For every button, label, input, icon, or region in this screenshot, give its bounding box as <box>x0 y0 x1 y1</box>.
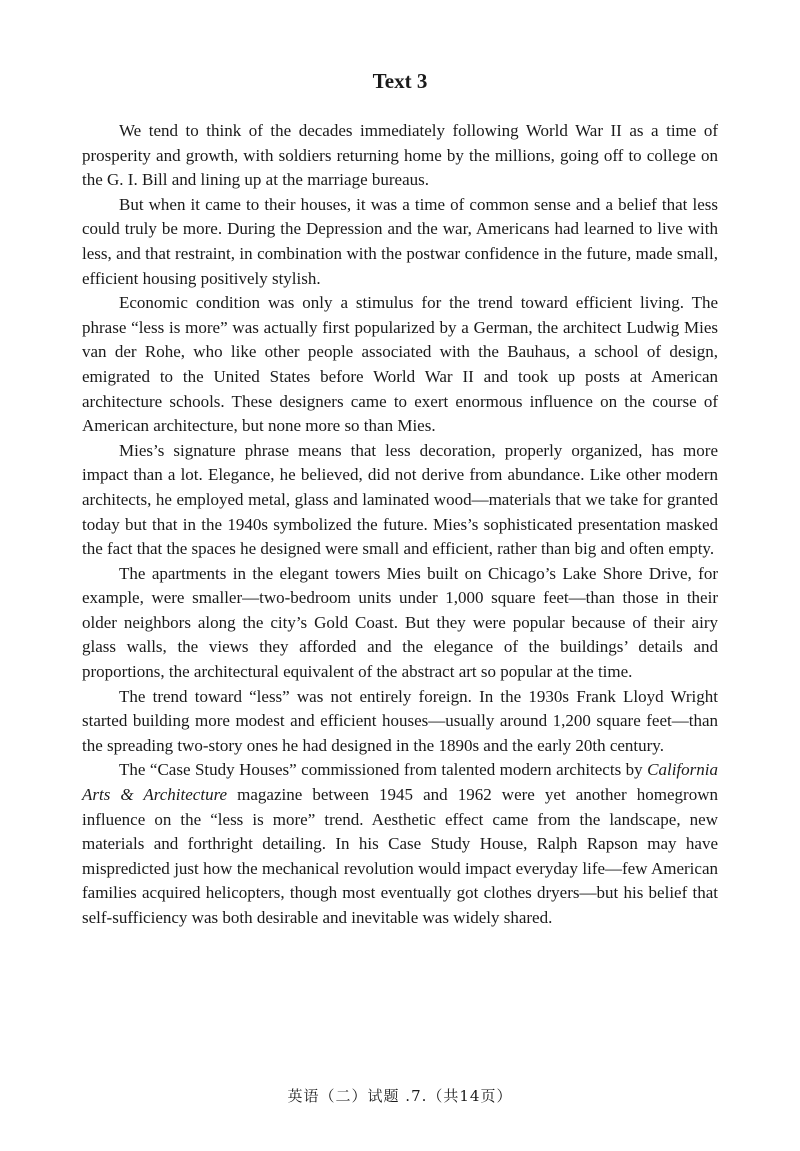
paragraph-5: The apartments in the elegant towers Mies built on Chicago’s Lake Shore Drive, for example, were smaller—two-bedroom units under 1,000 square feet—than those in their older neighbors along the city’s Gold Coast. But they were popular because of their airy glass walls, the views they afforded and the elegance of the buildings’ details and proportions, the architectural equivalent of the abstract art so popular at the time. <box>82 563 718 682</box>
page-footer: 英语（二）试题 .7.（共14页） <box>287 1087 513 1105</box>
paragraph-2: But when it came to their houses, it was a time of common sense and a belief that less could truly be more. During the Depression and the war, Americans had learned to live with less, and that restraint, in combination with the postwar confidence in the future, made small, efficient housing positively stylish. <box>82 194 718 288</box>
passage-body <box>82 119 718 931</box>
paragraph-7-before: The “Case Study Houses” commissioned from talented modern architects by <box>119 760 648 780</box>
paragraph-7 <box>82 758 718 930</box>
magazine-title: California Arts & Architecture <box>82 760 718 805</box>
paragraph-3: Economic condition was only a stimulus for the trend toward efficient living. The phrase “less is more” was actually first popularized by a German, the architect Ludwig Mies van der Rohe, who like other people associated with the Bauhaus, a school of design, emigrated to the United States before World War II and took up posts at American architecture schools. These designers came to exert enormous influence on the course of American architecture, but none more so than Mies. <box>82 293 718 436</box>
paragraph-1: We tend to think of the decades immediately following World War II as a time of prosperity and growth, with soldiers returning home by the millions, going off to college on the G. I. Bill and lining up at the marriage bureaus. <box>82 121 718 190</box>
paragraph-6: The trend toward “less” was not entirely foreign. In the 1930s Frank Lloyd Wright started building more modest and efficient houses—usually around 1,200 square feet—than the spreading two-story ones he had designed in the 1890s and the early 20th century. <box>82 686 718 755</box>
paragraph-4: Mies’s signature phrase means that less decoration, properly organized, has more impact than a lot. Elegance, he believed, did not derive from abundance. Like other modern architects, he employed metal, glass and laminated wood—materials that we take for granted today but that in the 1940s symbolized the future. Mies’s sophisticated presentation masked the fact that the spaces he designed were small and efficient, rather than big and often empty. <box>82 440 718 559</box>
paragraph-7-after: magazine between 1945 and 1962 were yet another homegrown influence on the “less is more” trend. Aesthetic effect came from the landscape, new materials and forthright detailing. In his Case Study House, Ralph Rapson may have mispredicted just how the mechanical revolution would impact everyday life—few American families acquired helicopters, though most eventually got clothes dryers—but his belief that self-sufficiency was both desirable and inevitable was widely shared. <box>82 785 718 927</box>
page-title: Text 3 <box>372 69 428 93</box>
